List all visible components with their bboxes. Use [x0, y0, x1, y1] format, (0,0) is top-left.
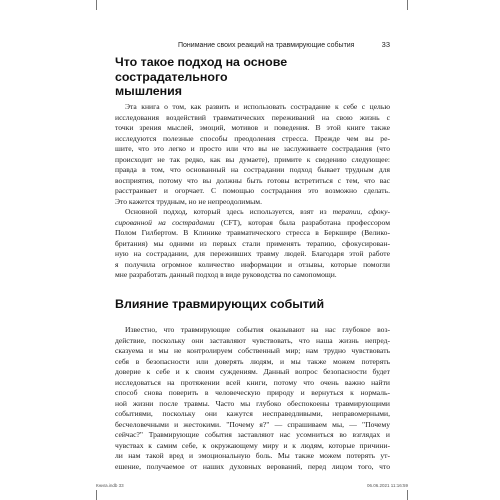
text-line: расстраивает и огорчает. С помощью сострадания это возможно сделать. [115, 186, 390, 195]
crop-mark [96, 0, 97, 10]
text-line: Это кажется трудным, но не непреодолимым. [115, 196, 262, 206]
text-line: мне разработать данный подход в виде руководства по самопомощи. [115, 270, 337, 279]
running-title: Понимание своих реакций на травмирующие события [178, 42, 355, 49]
crop-mark [407, 0, 408, 10]
text-span: (CFT), которая была разработана профессором [214, 217, 390, 227]
text-line: ной жизни после травмы. Часто мы глубоко обеспокоены травмирующими [115, 398, 390, 408]
text-line: восприятия, потому что вы должны быть готовы встретиться с тем, что вас [115, 175, 390, 185]
text-line [115, 207, 390, 218]
heading-line: Что такое подход на основе сострадательного [115, 55, 288, 84]
paragraph-intro [115, 102, 390, 207]
text-line: бесчеловечными и жестокими. "Почему я?" — спрашиваем мы, — "Почему [115, 419, 390, 429]
text-line: ешение, получаемое от наших духовных верований, перед лицом того, что [115, 461, 390, 471]
text-line: себя в безопасности или доверять людям, и мы также можем потерять [115, 356, 390, 366]
text-line: событиями, поскольку они кажутся несправедливыми, неправомерными, [115, 409, 390, 418]
print-slug [96, 483, 408, 488]
running-header [178, 40, 390, 49]
text-line: Известно, что травмирующие события оказывают на нас глубокое воз- [125, 325, 390, 334]
print-timestamp: 06.06.2021 11:16:59 [367, 483, 408, 488]
heading-line: мышления [115, 84, 183, 98]
text-line: Полом Гилбертом. В Клинике травматического стресса в Беркшире (Велико- [115, 228, 390, 237]
paragraph-cft [115, 207, 390, 281]
text-line: исследоваться на протяжении всей книги, потому что очень важно найти [115, 377, 390, 387]
italic-term: терапии, сфоку- [332, 207, 390, 216]
text-line: я получила огромное количество информации и отзывы, которые помогли [115, 259, 390, 269]
crop-mark [407, 490, 408, 500]
section-heading-impact [115, 297, 395, 312]
page-number: 33 [381, 40, 390, 49]
crop-mark [96, 490, 97, 500]
paragraph-impact [115, 325, 390, 472]
text-line: происходит не так редко, как вы думаете), примите к сведению следующее: [115, 154, 390, 164]
section-heading-approach [115, 55, 395, 99]
text-line: Эта книга о том, как развить и использовать сострадание к себе с целью [125, 102, 390, 111]
text-span: Основной подход, который здесь используется, взят из [125, 207, 333, 216]
text-line: исследования воздействий травматических переживаний на свою жизнь с [115, 112, 390, 122]
italic-term: сированной на сострадании [115, 217, 215, 227]
text-line: шите, что это легко и просто или что вы не заслуживаете сострадания (что [115, 144, 390, 153]
text-line: ли нам такой вред и эмоциональную боль. Мы также можем потерять ут- [115, 451, 390, 460]
text-line: ную на сострадании, для переживших травму людей. Благодаря этой работе [115, 249, 390, 258]
text-line [115, 218, 390, 229]
text-line: действие, поскольку они заставляют чувствовать, что наша жизнь непред- [115, 335, 390, 345]
text-line: правда в том, что основанный на сострадании подход бывает трудным для [115, 165, 390, 174]
text-line: способ снова поверить в человеческую природу и вернуться к нормаль- [115, 388, 390, 397]
file-label: Книга.indb 33 [96, 483, 124, 488]
text-line: точки зрения мыслей, эмоций, мотивов и поведения. В этой книге также [115, 123, 390, 132]
text-line: исследуются полезные способы преодоления стресса. Прежде чем вы ре- [115, 133, 390, 143]
text-line: доверие к себе и к своим суждениям. Данный вопрос безопасности будет [115, 367, 390, 376]
text-line: сейчас?" Травмирующие события заставляют нас усомниться во взглядах и [115, 430, 390, 439]
text-line: британия) мы одними из первых стали применять терапию, сфокусирован- [115, 238, 390, 248]
heading-line: Влияние травмирующих событий [115, 297, 325, 311]
text-line: чувствах к самим себе, к окружающему миру и к людям, которые причини- [115, 440, 390, 450]
text-line: сказуема и мы не контролируем собственный мир; нам трудно чувствовать [115, 346, 390, 355]
